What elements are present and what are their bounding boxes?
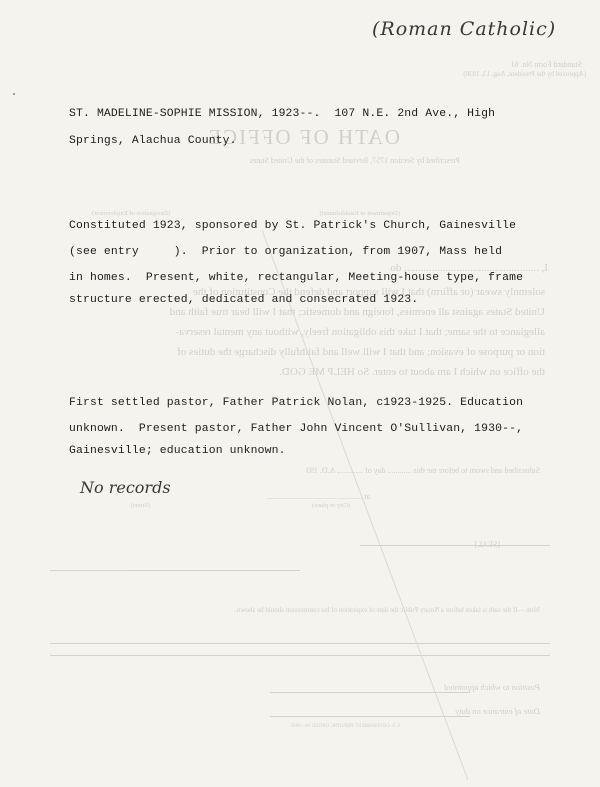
form-entrance: Date of entrance on duty bbox=[455, 706, 540, 716]
form-street-label: (Street) bbox=[130, 502, 150, 509]
oath-line-6: the office on which I am about to enter. So HELP ME GOD. bbox=[279, 366, 545, 378]
oath-line-5: tion or purpose of evasion; and that I will well and faithfully discharge the duties of bbox=[177, 346, 545, 358]
form-position: Position to which appointed bbox=[444, 682, 540, 692]
form-prescribed: Prescribed by Section 1757, Revised Statutes of the United States bbox=[249, 156, 460, 165]
form-id-2: (Approved by the President, Aug. 13, 1930) bbox=[463, 70, 586, 78]
form-subscribed: Subscribed and sworn to before me this ............ day of ............, A.D. 193 bbox=[306, 466, 540, 475]
history-line: (see entry ). Prior to organization, from 1907, Mass held bbox=[69, 246, 503, 258]
denomination-note: (Roman Catholic) bbox=[372, 18, 557, 40]
history-line: structure erected, dedicated and consecrated 1923. bbox=[69, 294, 419, 306]
form-id-1: Standard Form No. 61 bbox=[510, 60, 582, 69]
pastor-line: First settled pastor, Father Patrick Nolan, c1923-1925. Education bbox=[69, 397, 524, 409]
form-at: at ................................................ bbox=[266, 492, 370, 501]
form-note: Note.—If the oath is taken before a Notary Public the date of expiration of his commission should be shown. bbox=[235, 606, 540, 614]
form-printer: U.S. GOVERNMENT PRINTING OFFICE 16—8935 bbox=[290, 724, 400, 729]
oath-line-4: allegiance to the same; that I take this obligation freely, without any mental reserva- bbox=[175, 326, 545, 338]
oath-line-2: solemnly swear (or affirm) that I will support and defend the Constitution of the bbox=[192, 286, 545, 298]
paper-speck bbox=[13, 93, 15, 95]
oath-line-3: United States against all enemies, foreign and domestic; that I will bear true faith and bbox=[169, 306, 545, 318]
header-line: ST. MADELINE-SOPHIE MISSION, 1923--. 107 N.E. 2nd Ave., High bbox=[69, 108, 496, 120]
records-note: No records bbox=[80, 478, 171, 497]
history-line: in homes. Present, white, rectangular, Meeting-house type, frame bbox=[69, 272, 524, 284]
form-title: OATH OF OFFICE bbox=[206, 125, 400, 149]
history-line: Constituted 1923, sponsored by St. Patrick's Church, Gainesville bbox=[69, 220, 517, 232]
oath-line-1: I, ................................................, do bbox=[390, 262, 548, 274]
form-dept: (Department or Establishment) bbox=[319, 210, 400, 217]
pastor-line: unknown. Present pastor, Father John Vincent O'Sullivan, 1930--, bbox=[69, 423, 524, 435]
form-designation: (Designation of Employment) bbox=[92, 210, 170, 217]
form-city-label: (City or place) bbox=[312, 502, 350, 509]
header-line: Springs, Alachua County. bbox=[69, 135, 237, 147]
pastor-line: Gainesville; education unknown. bbox=[69, 445, 286, 457]
